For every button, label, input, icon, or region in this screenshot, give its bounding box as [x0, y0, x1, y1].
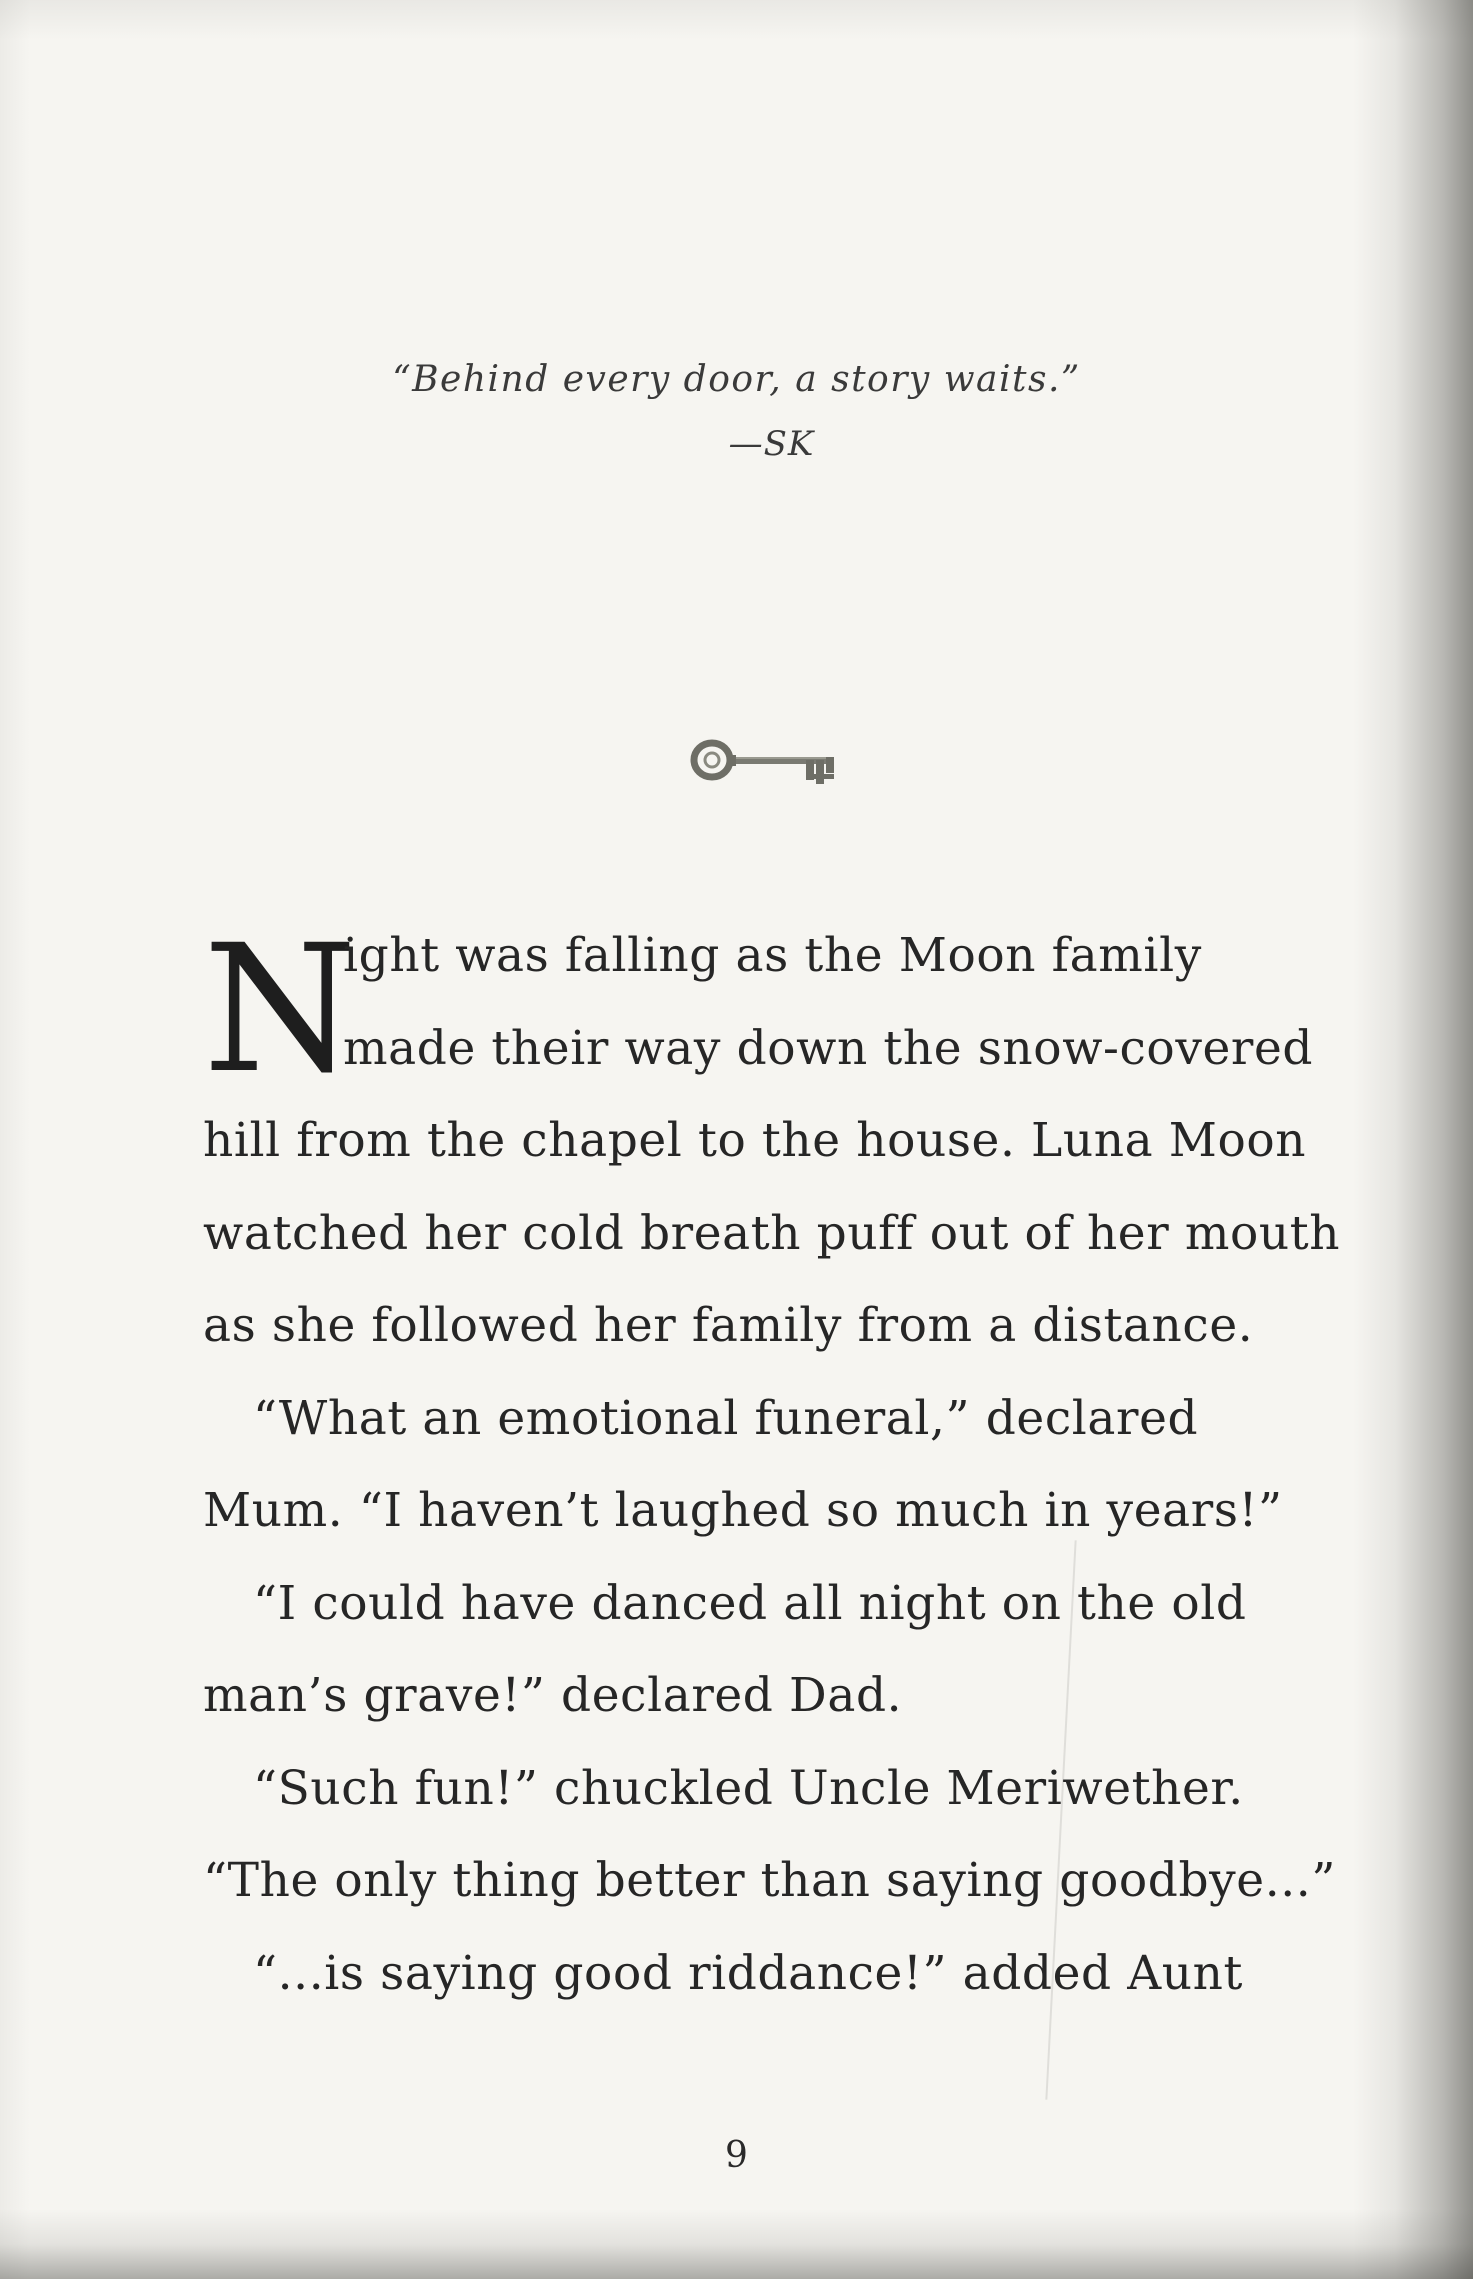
page-number: 9: [725, 2135, 748, 2176]
text-line: “Such fun!” chuckled Uncle Meriwether.: [253, 1760, 1244, 1816]
story-text: [203, 907, 1341, 2020]
text-line: ight was falling as the Moon family: [343, 928, 1202, 983]
text-line: “The only thing better than saying goodbye...”: [203, 1853, 1336, 1908]
text-line: hill from the chapel to the house. Luna Moon: [203, 1113, 1307, 1168]
epigraph: [0, 355, 1473, 469]
text-line: made their way down the snow-covered: [343, 1020, 1314, 1076]
drop-cap: N: [203, 907, 357, 1112]
paper-edge-top: [0, 0, 1473, 40]
text-line: “I could have danced all night on the old: [253, 1575, 1247, 1631]
epigraph-attribution: —SK: [728, 424, 815, 464]
skeleton-key-icon: [688, 730, 848, 800]
text-line: as she followed her family from a distance.: [203, 1298, 1254, 1353]
text-line: “What an emotional funeral,” declared: [253, 1390, 1199, 1446]
text-line: man’s grave!” declared Dad.: [203, 1668, 903, 1723]
text-line: Mum. “I haven’t laughed so much in years!”: [203, 1483, 1283, 1538]
epigraph-quote: “Behind every door, a story waits.”: [392, 359, 1081, 400]
text-line: “...is saying good riddance!” added Aunt: [253, 1945, 1244, 2001]
text-line: watched her cold breath puff out of her mouth: [203, 1205, 1341, 1261]
paper-edge-bottom: [0, 2209, 1473, 2279]
paper-edge-left: [0, 0, 30, 2279]
paper-edge-right: [1353, 0, 1473, 2279]
